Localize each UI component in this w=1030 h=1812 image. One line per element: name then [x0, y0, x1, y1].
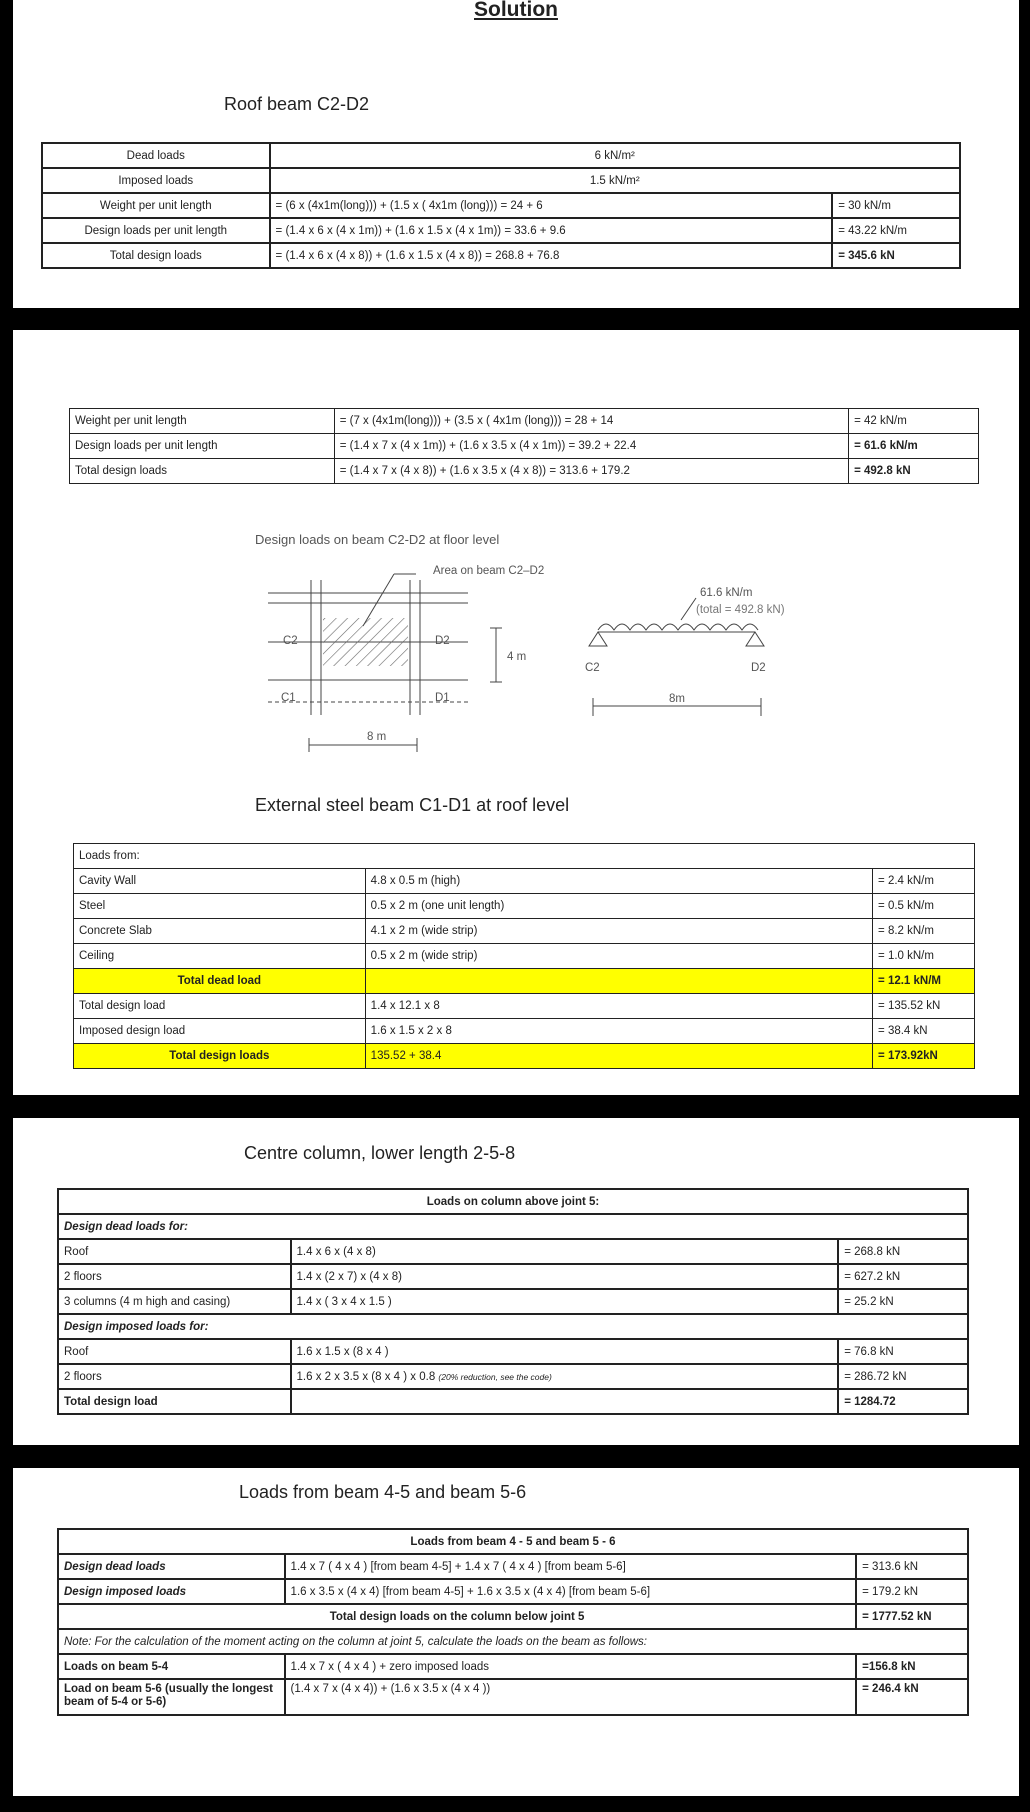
roof-beam-panel — [13, 0, 1019, 308]
row-label: Design imposed loads — [58, 1579, 285, 1604]
table-row — [58, 1364, 968, 1389]
row-formula: 1.4 x 7 x ( 4 x 4 ) + zero imposed loads — [285, 1654, 857, 1679]
row-result: = 286.72 kN — [838, 1364, 968, 1389]
row-result: = 8.2 kN/m — [873, 919, 975, 944]
label-c1: C1 — [281, 692, 296, 704]
beams-heading: Loads from beam 4-5 and beam 5-6 — [239, 1482, 527, 1502]
table-row — [58, 1629, 968, 1654]
row-formula: 1.4 x (2 x 7) x (4 x 8) — [291, 1264, 839, 1289]
table-row — [58, 1554, 968, 1579]
row-label: Loads on beam 5-4 — [58, 1654, 285, 1679]
page-title: Solution — [474, 0, 558, 21]
table-row — [58, 1289, 968, 1314]
row-formula: = (1.4 x 7 x (4 x 1m)) + (1.6 x 3.5 x (4 x 1m)) = 39.2 + 22.4 — [334, 434, 848, 459]
table-row — [42, 143, 960, 168]
imposed-header: Design imposed loads for: — [58, 1314, 968, 1339]
row-label: Load on beam 5-6 (usually the longest beam of 5-4 or 5-6) — [58, 1679, 285, 1715]
row-label: Concrete Slab — [74, 919, 366, 944]
table-row — [58, 1604, 968, 1629]
beam-span-label: 8m — [669, 693, 685, 705]
row-result: = 135.52 kN — [873, 994, 975, 1019]
udl-total-label: (total = 492.8 kN) — [696, 604, 785, 616]
row-result: = 179.2 kN — [856, 1579, 968, 1604]
plan-span-label: 8 m — [367, 731, 387, 743]
row-result: = 313.6 kN — [856, 1554, 968, 1579]
row-formula: 1.4 x 7 ( 4 x 4 ) [from beam 4-5] + 1.4 x 7 ( 4 x 4 ) [from beam 5-6] — [285, 1554, 857, 1579]
row-result: = 38.4 kN — [873, 1019, 975, 1044]
diagram-caption: Design loads on beam C2-D2 at floor level — [255, 532, 500, 547]
row-result: = 2.4 kN/m — [873, 869, 975, 894]
table-row — [58, 1214, 968, 1239]
row-label: Weight per unit length — [70, 409, 335, 434]
table-row — [58, 1529, 968, 1554]
row-result: = 42 kN/m — [849, 409, 979, 434]
table-row — [58, 1189, 968, 1214]
roof-beam-table — [41, 142, 961, 269]
row-formula: = (6 x (4x1m(long))) + (1.5 x ( 4x1m (long))) = 24 + 6 — [270, 193, 833, 218]
table-row — [74, 994, 975, 1019]
row-formula: 1.4 x 6 x (4 x 8) — [291, 1239, 839, 1264]
row-label: Cavity Wall — [74, 869, 366, 894]
table-row — [74, 844, 975, 869]
row-label: 3 columns (4 m high and casing) — [58, 1289, 291, 1314]
row-label: Imposed design load — [74, 1019, 366, 1044]
udl-label: 61.6 kN/m — [700, 587, 753, 599]
row-result: = 246.4 kN — [856, 1679, 968, 1715]
row-formula: 1.6 x 3.5 x (4 x 4) [from beam 4-5] + 1.6 x 3.5 x (4 x 4) [from beam 5-6] — [285, 1579, 857, 1604]
table-row — [74, 919, 975, 944]
dead-header: Design dead loads for: — [58, 1214, 968, 1239]
row-label: Ceiling — [74, 944, 366, 969]
row-label: 2 floors — [58, 1264, 291, 1289]
row-result: = 25.2 kN — [838, 1289, 968, 1314]
table-row — [58, 1239, 968, 1264]
row-label: Roof — [58, 1339, 291, 1364]
row-result: = 268.8 kN — [838, 1239, 968, 1264]
row-formula: 0.5 x 2 m (wide strip) — [365, 944, 872, 969]
beam-label-c2: C2 — [585, 662, 600, 674]
beams-header: Loads from beam 4 - 5 and beam 5 - 6 — [58, 1529, 968, 1554]
row-result: = 61.6 kN/m — [849, 434, 979, 459]
row-formula — [291, 1389, 839, 1414]
loads-from-label: Loads from: — [74, 844, 975, 869]
row-formula: = (1.4 x 7 x (4 x 8)) + (1.6 x 3.5 x (4 x 8)) = 313.6 + 179.2 — [334, 459, 848, 484]
table-row — [74, 944, 975, 969]
table-row — [58, 1654, 968, 1679]
row-label: Total design loads — [42, 243, 270, 268]
plan-view — [268, 574, 502, 752]
row-label: Design loads per unit length — [70, 434, 335, 459]
table-row — [58, 1579, 968, 1604]
beams-table — [57, 1528, 969, 1716]
depth-label: 4 m — [507, 651, 527, 663]
row-label: Total design loads on the column below joint 5 — [58, 1604, 856, 1629]
row-formula: (1.4 x 7 x (4 x 4)) + (1.6 x 3.5 x (4 x 4 )) — [285, 1679, 857, 1715]
row-label: Design dead loads — [58, 1554, 285, 1579]
row-label: Roof — [58, 1239, 291, 1264]
column-table — [57, 1188, 969, 1415]
row-result: = 12.1 kN/M — [873, 969, 975, 994]
table-row — [58, 1264, 968, 1289]
row-label: Total design loads — [74, 1044, 366, 1069]
row-formula: 1.6 x 1.5 x 2 x 8 — [365, 1019, 872, 1044]
beam-diagram — [13, 330, 1019, 770]
beams-panel — [13, 1468, 1019, 1796]
table-row — [58, 1314, 968, 1339]
label-c2: C2 — [283, 635, 298, 647]
note: Note: For the calculation of the moment acting on the column at joint 5, calculate the loads on the beam as follows: — [58, 1629, 968, 1654]
roof-beam-heading: Roof beam C2-D2 — [224, 94, 370, 114]
label-d2: D2 — [435, 635, 450, 647]
row-result: = 492.8 kN — [849, 459, 979, 484]
reduction-note: (20% reduction, see the code) — [438, 1371, 552, 1382]
table-row — [42, 168, 960, 193]
row-formula — [365, 969, 872, 994]
label-d1: D1 — [435, 692, 450, 704]
row-formula: 0.5 x 2 m (one unit length) — [365, 894, 872, 919]
row-label: Total dead load — [74, 969, 366, 994]
external-beam-table — [73, 843, 975, 1069]
row-value: 6 kN/m² — [270, 143, 960, 168]
row-label: Total design load — [58, 1389, 291, 1414]
table-row — [42, 243, 960, 268]
row-label: Total design load — [74, 994, 366, 1019]
beam-label-d2: D2 — [751, 662, 766, 674]
row-formula: 4.8 x 0.5 m (high) — [365, 869, 872, 894]
row-result: = 345.6 kN — [832, 243, 960, 268]
total-design-row — [74, 1044, 975, 1069]
row-formula: = (1.4 x 6 x (4 x 8)) + (1.6 x 1.5 x (4 x 8)) = 268.8 + 76.8 — [270, 243, 833, 268]
row-formula: 1.4 x ( 3 x 4 x 1.5 ) — [291, 1289, 839, 1314]
row-label: 2 floors — [58, 1364, 291, 1389]
row-label: Dead loads — [42, 143, 270, 168]
table-row — [42, 218, 960, 243]
row-formula: 1.6 x 2 x 3.5 x (8 x 4 ) x 0.8 (20% reduction, see the code) — [291, 1364, 839, 1389]
table-row — [58, 1679, 968, 1715]
row-value: 1.5 kN/m² — [270, 168, 960, 193]
table-row — [74, 1019, 975, 1044]
row-result: = 627.2 kN — [838, 1264, 968, 1289]
row-result: =156.8 kN — [856, 1654, 968, 1679]
row-formula: = (1.4 x 6 x (4 x 1m)) + (1.6 x 1.5 x (4 x 1m)) = 33.6 + 9.6 — [270, 218, 833, 243]
row-result: = 30 kN/m — [832, 193, 960, 218]
table-row — [74, 869, 975, 894]
column-panel — [13, 1118, 1019, 1445]
row-result: = 1777.52 kN — [856, 1604, 968, 1629]
row-label: Total design loads — [70, 459, 335, 484]
table-row — [74, 894, 975, 919]
area-label: Area on beam C2–D2 — [433, 565, 545, 577]
row-label: Imposed loads — [42, 168, 270, 193]
row-formula: 1.4 x 12.1 x 8 — [365, 994, 872, 1019]
row-label: Steel — [74, 894, 366, 919]
row-formula: 1.6 x 1.5 x (8 x 4 ) — [291, 1339, 839, 1364]
row-result: = 1.0 kN/m — [873, 944, 975, 969]
row-result: = 76.8 kN — [838, 1339, 968, 1364]
row-formula: 4.1 x 2 m (wide strip) — [365, 919, 872, 944]
row-result: = 43.22 kN/m — [832, 218, 960, 243]
row-result: = 0.5 kN/m — [873, 894, 975, 919]
column-header: Loads on column above joint 5: — [58, 1189, 968, 1214]
row-label: Design loads per unit length — [42, 218, 270, 243]
row-label: Weight per unit length — [42, 193, 270, 218]
row-result: = 1284.72 — [838, 1389, 968, 1414]
floor-beam-panel — [13, 330, 1019, 1095]
column-heading: Centre column, lower length 2-5-8 — [244, 1143, 516, 1163]
table-row — [58, 1389, 968, 1414]
total-dead-row — [74, 969, 975, 994]
row-formula: 135.52 + 38.4 — [365, 1044, 872, 1069]
external-beam-heading: External steel beam C1-D1 at roof level — [255, 795, 570, 815]
table-row — [58, 1339, 968, 1364]
row-result: = 173.92kN — [873, 1044, 975, 1069]
table-row — [42, 193, 960, 218]
row-formula: = (7 x (4x1m(long))) + (3.5 x ( 4x1m (long))) = 28 + 14 — [334, 409, 848, 434]
